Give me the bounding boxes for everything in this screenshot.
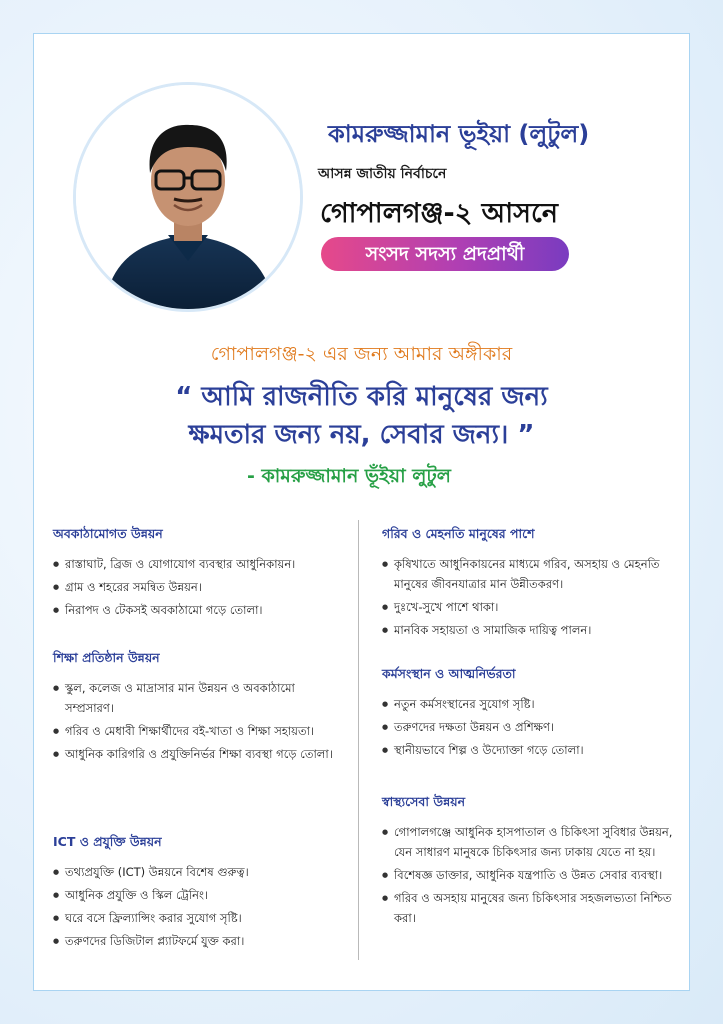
- section-title: গরিব ও মেহনতি মানুষের পাশে: [382, 526, 535, 541]
- section-title: কর্মসংস্থান ও আত্মনির্ভরতা: [382, 666, 516, 681]
- list-item: ● গোপালগঞ্জে আধুনিক হাসপাতাল ও চিকিৎসা সুবিধার উন্নয়ন, যেন সাধারণ মানুষকে চিকিৎসার জন্য ঢাকায় যেতে না হয়।: [382, 822, 682, 862]
- section-title: ICT ও প্রযুক্তি উন্নয়ন: [53, 834, 162, 849]
- quote-line-2: ক্ষমতার জন্য নয়, সেবার জন্য। ”: [188, 420, 535, 450]
- pledge-quote: [0, 378, 723, 454]
- list-item: ● নিরাপদ ও টেকসই অবকাঠামো গড়ে তোলা।: [53, 600, 353, 620]
- list-item: ● বিশেষজ্ঞ ডাক্তার, আধুনিক যন্ত্রপাতি ও উন্নত সেবার ব্যবস্থা।: [382, 865, 682, 885]
- election-subtitle: আসন্ন জাতীয় নির্বাচনে: [318, 166, 447, 182]
- list-item: ● স্কুল, কলেজ ও মাদ্রাসার মান উন্নয়ন ও অবকাঠামো সম্প্রসারণ।: [53, 678, 338, 718]
- list-item: ● তরুণদের ডিজিটাল প্ল্যাটফর্মে যুক্ত করা।: [53, 931, 353, 951]
- quote-line-1: “ আমি রাজনীতি করি মানুষের জন্য: [175, 382, 548, 412]
- list-item: ● গরিব ও মেধাবী শিক্ষার্থীদের বই-খাতা ও শিক্ষা সহায়তা।: [53, 721, 338, 741]
- section-title: শিক্ষা প্রতিষ্ঠান উন্নয়ন: [53, 650, 160, 665]
- list-item: ● তথ্যপ্রযুক্তি (ICT) উন্নয়নে বিশেষ গুরুত্ব।: [53, 862, 353, 882]
- section-title: স্বাস্থ্যসেবা উন্নয়ন: [382, 794, 466, 809]
- candidate-name: কামরুজ্জামান ভূইয়া (লুটুল): [328, 120, 590, 148]
- role-badge: সংসদ সদস্য প্রদপ্রার্থী: [321, 237, 569, 271]
- candidate-header: [0, 0, 723, 300]
- list-item: ● আধুনিক কারিগরি ও প্রযুক্তিনির্ভর শিক্ষা ব্যবস্থা গড়ে তোলা।: [53, 744, 338, 764]
- section-infrastructure: [53, 526, 353, 623]
- list-item: ● গরিব ও অসহায় মানুষের জন্য চিকিৎসার সহজলভ্যতা নিশ্চিত করা।: [382, 888, 682, 928]
- quote-author: - কামরুজ্জামান ভূঁইয়া লুটুল: [247, 465, 451, 487]
- list-item: ● গ্রাম ও শহরের সমন্বিত উন্নয়ন।: [53, 577, 353, 597]
- list-item: ● নতুন কর্মসংস্থানের সুযোগ সৃষ্টি।: [382, 694, 682, 714]
- list-item: ● স্থানীয়ভাবে শিল্প ও উদ্যোক্তা গড়ে তোলা।: [382, 740, 682, 760]
- list-item: ● কৃষিখাতে আধুনিকায়নের মাধ্যমে গরিব, অসহায় ও মেহনতি মানুষের জীবনযাত্রার মান উন্নীতকরণ।: [382, 554, 682, 594]
- section-education: [53, 650, 338, 767]
- list-item: ● আধুনিক প্রযুক্তি ও স্কিল ট্রেনিং।: [53, 885, 353, 905]
- list-item: ● তরুণদের দক্ষতা উন্নয়ন ও প্রশিক্ষণ।: [382, 717, 682, 737]
- column-divider: [358, 520, 359, 960]
- section-health: [382, 794, 682, 931]
- list-item: ● মানবিক সহায়তা ও সামাজিক দায়িত্ব পালন।: [382, 620, 682, 640]
- list-item: ● রাস্তাঘাট, ব্রিজ ও যোগাযোগ ব্যবস্থার আধুনিকায়ন।: [53, 554, 353, 574]
- constituency-title: গোপালগঞ্জ-২ আসনে: [320, 198, 558, 229]
- section-poor-people: [382, 526, 682, 643]
- list-item: ● দুঃখে-সুখে পাশে থাকা।: [382, 597, 682, 617]
- list-item: ● ঘরে বসে ফ্রিল্যান্সিং করার সুযোগ সৃষ্টি।: [53, 908, 353, 928]
- section-ict: [53, 834, 353, 954]
- section-title: অবকাঠামোগত উন্নয়ন: [53, 526, 163, 541]
- section-employment: [382, 666, 682, 763]
- pledge-title: গোপালগঞ্জ-২ এর জন্য আমার অঙ্গীকার: [210, 343, 513, 365]
